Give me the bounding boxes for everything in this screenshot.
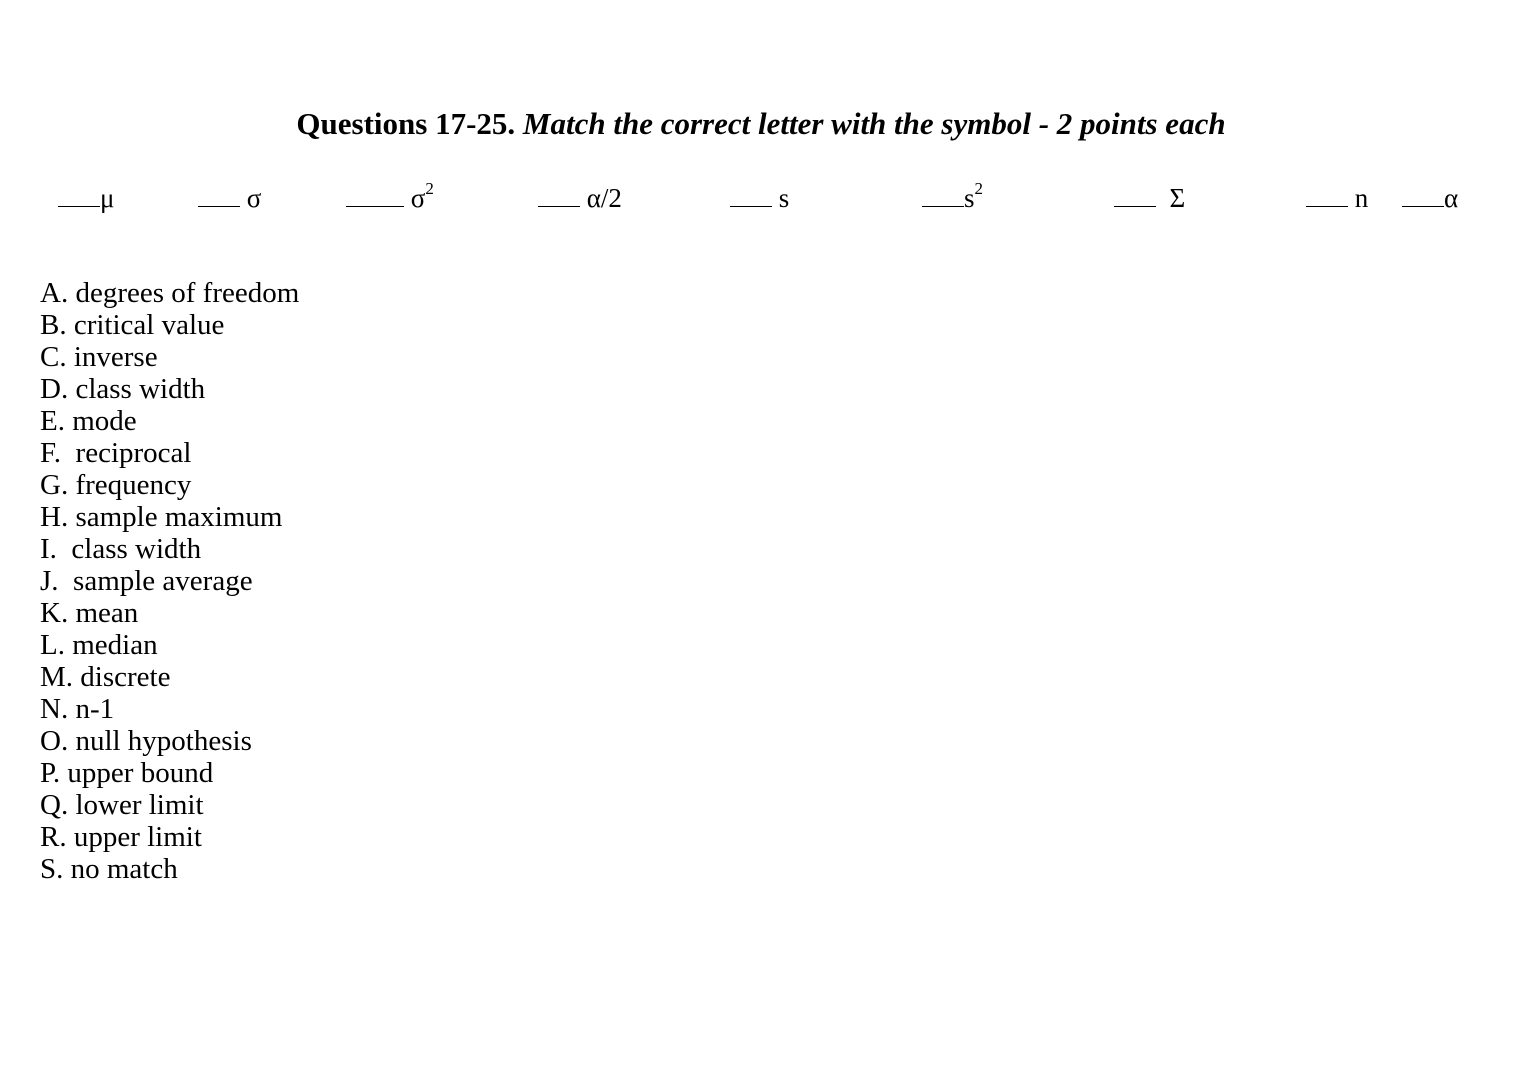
symbol-label: μ: [100, 183, 115, 213]
option-item: P. upper bound: [40, 757, 214, 789]
symbol-label: σ: [246, 183, 262, 213]
answer-blank[interactable]: [1306, 180, 1348, 207]
answer-options-list: [40, 277, 299, 885]
symbol-label: Σ: [1169, 183, 1186, 213]
symbol-item-mu: [58, 180, 114, 216]
answer-blank[interactable]: [730, 180, 772, 207]
option-item: L. median: [40, 629, 158, 661]
symbol-label: n: [1354, 183, 1369, 213]
symbol-item-alpha: [1402, 180, 1458, 216]
question-heading: [0, 106, 1522, 142]
symbol-item-s: [730, 180, 789, 216]
answer-blank[interactable]: [1402, 180, 1444, 207]
symbol-label: α/2: [586, 183, 622, 213]
symbol-item-s-squared: [922, 180, 983, 216]
symbol-label: α: [1444, 183, 1459, 213]
answer-blank[interactable]: [1114, 180, 1156, 207]
option-item: S. no match: [40, 853, 178, 885]
symbol-item-sigma-squared: [346, 180, 434, 216]
option-item: K. mean: [40, 597, 139, 629]
option-item: B. critical value: [40, 309, 225, 341]
option-item: N. n-1: [40, 693, 115, 725]
symbol-superscript: 2: [974, 179, 984, 198]
answer-blank[interactable]: [198, 180, 240, 207]
symbol-label: s: [778, 183, 790, 213]
option-item: R. upper limit: [40, 821, 202, 853]
symbol-item-sigma: [198, 180, 261, 216]
option-item: H. sample maximum: [40, 501, 283, 533]
heading-instruction: Match the correct letter with the symbol - 2 points each: [522, 106, 1226, 141]
answer-blank[interactable]: [346, 180, 404, 207]
option-item: I. class width: [40, 533, 202, 565]
option-item: A. degrees of freedom: [40, 277, 300, 309]
symbol-row: [0, 180, 1522, 220]
answer-blank[interactable]: [538, 180, 580, 207]
option-item: O. null hypothesis: [40, 725, 252, 757]
option-item: G. frequency: [40, 469, 192, 501]
option-item: C. inverse: [40, 341, 158, 373]
answer-blank[interactable]: [922, 180, 964, 207]
option-item: D. class width: [40, 373, 206, 405]
option-item: Q. lower limit: [40, 789, 204, 821]
symbol-item-n: [1306, 180, 1368, 216]
answer-blank[interactable]: [58, 180, 100, 207]
symbol-label: s: [964, 183, 975, 213]
option-item: F. reciprocal: [40, 437, 192, 469]
symbol-item-capital-sigma: [1114, 180, 1185, 216]
option-item: M. discrete: [40, 661, 171, 693]
option-item: E. mode: [40, 405, 137, 437]
symbol-label: σ: [410, 183, 426, 213]
symbol-superscript: 2: [425, 179, 434, 198]
option-item: J. sample average: [40, 565, 253, 597]
symbol-item-alpha-half: [538, 180, 622, 216]
heading-prefix: Questions 17-25.: [296, 106, 516, 141]
